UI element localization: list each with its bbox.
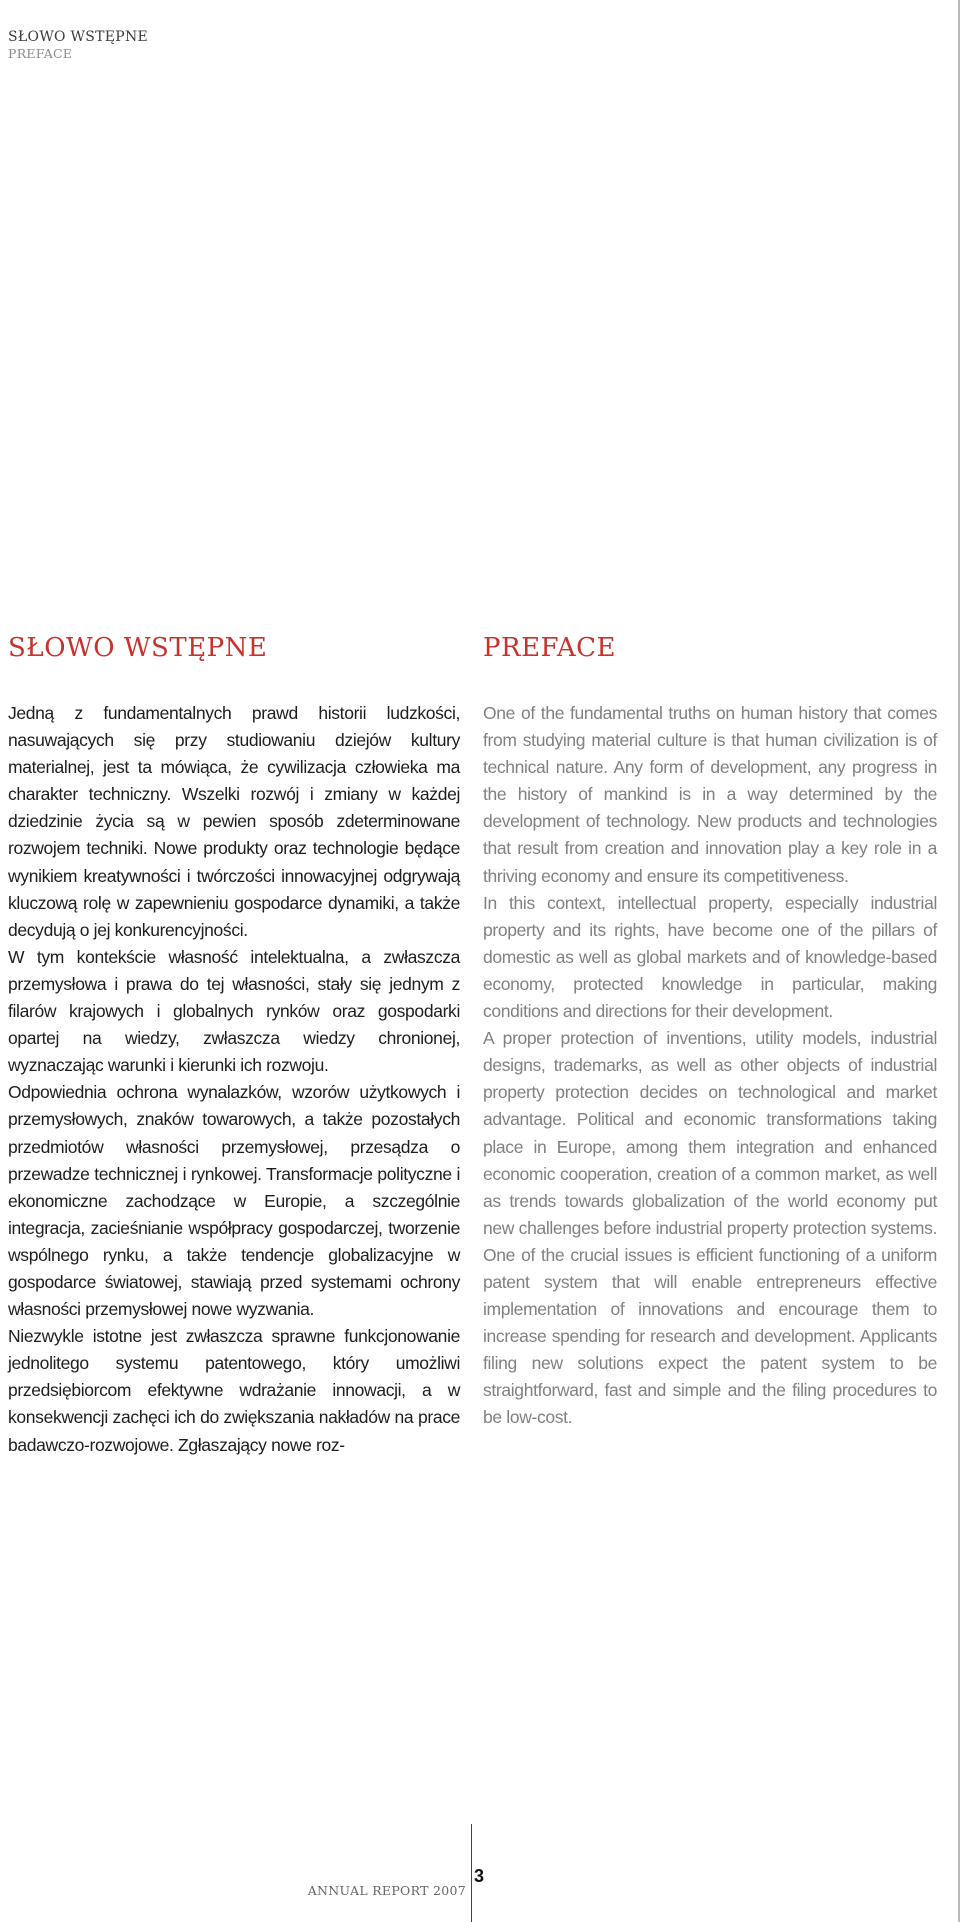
english-paragraph-3: A proper protection of inventions, utility models, industrial designs, trademarks, as well as other objects of industrial property protection decides on technological and market advantage. Political and economic transformations taking place in Europe, among them integration and enhanced economic cooperation, creation of a common market, as well as trends towards globalization of the world economy put new challenges before industrial property protection systems. One of the crucial issues is efficient functioning of a uniform patent system that will enable entrepreneurs effective implementation of innovations and encourage them to increase spending for research and development. Applicants filing new solutions expect the patent system to be straightforward, fast and simple and the filing procedures to be low-cost.: [483, 1028, 937, 1428]
polish-paragraph-2: W tym kontekście własność intelektualna, a zwłaszcza przemysłowa i prawa do tej własności, stały się jednym z filarów krajowych i globalnych rynków oraz gospodarki opartej na wiedzy, zwłaszcza wiedzy chronionej, wyznaczając warunki i kierunki ich rozwoju.: [8, 946, 460, 1076]
polish-paragraph-4: Niezwykle istotne jest zwłaszcza sprawne funkcjonowanie jednolitego systemu patentowego, który umożliwi przedsiębiorcom efektywne wdrażanie innowacji, a w konsekwencji zachęci ich do zwiększania nakładów na prace badawczo-rozwojowe. Zgłaszający nowe roz-: [8, 1326, 460, 1455]
running-head-title-en: PREFACE: [8, 46, 73, 62]
running-head-title-pl: SŁOWO WSTĘPNE: [8, 29, 149, 45]
polish-body: [8, 700, 460, 1459]
english-paragraph-2: In this context, intellectual property, especially industrial property and its rights, have become one of the pillars of domestic as well as global markets and of knowledge-based economy, protected knowledge in particular, making conditions and directions for their development.: [483, 892, 937, 1022]
english-heading: PREFACE: [483, 633, 616, 663]
english-column: [483, 628, 937, 1432]
polish-heading: SŁOWO WSTĘPNE: [8, 633, 268, 663]
polish-column: [8, 628, 460, 1459]
running-head: [8, 28, 148, 62]
page-number: 3: [474, 1866, 485, 1886]
english-body: [483, 700, 937, 1432]
polish-paragraph-3: Odpowiednia ochrona wynalazków, wzorów użytkowych i przemysłowych, znaków towarowych, a także pozostałych przedmiotów własności przemysłowej, przesądza o przewadze technicznej i rynkowej. Transformacje polityczne i ekonomiczne zachodzące w Europie, a szczególnie integracja, zacieśnianie współpracy gospodarczej, tworzenie wspólnego rynku, a także tendencje globalizacyjne w gospodarce światowej, stawiają przed systemami ochrony własności przemysłowej nowe wyzwania.: [8, 1082, 460, 1320]
footer-divider: [471, 1824, 472, 1922]
polish-paragraph-1: Jedną z fundamentalnych prawd historii ludzkości, nasuwających się przy studiowaniu dziejów kultury materialnej, jest ta mówiąca, że cywilizacja człowieka ma charakter techniczny. Wszelki rozwój i zmiany w każdej dziedzinie życia są w pewien sposób zdeterminowane rozwojem techniki. Nowe produkty oraz technologie będące wynikiem kreatywności i twórczości innowacyjnej odgrywają kluczową rolę w zapewnieniu gospodarce dynamiki, a także decydują o jej konkurencyjności.: [8, 703, 460, 940]
english-paragraph-1: One of the fundamental truths on human history that comes from studying material culture is that human civilization is of technical nature. Any form of development, any progress in the history of mankind is in a way determined by the development of technology. New products and technologies that result from creation and innovation play a key role in a thriving economy and ensure its competitiveness.: [483, 703, 937, 886]
footer-report-label: ANNUAL REPORT 2007: [307, 1883, 466, 1898]
